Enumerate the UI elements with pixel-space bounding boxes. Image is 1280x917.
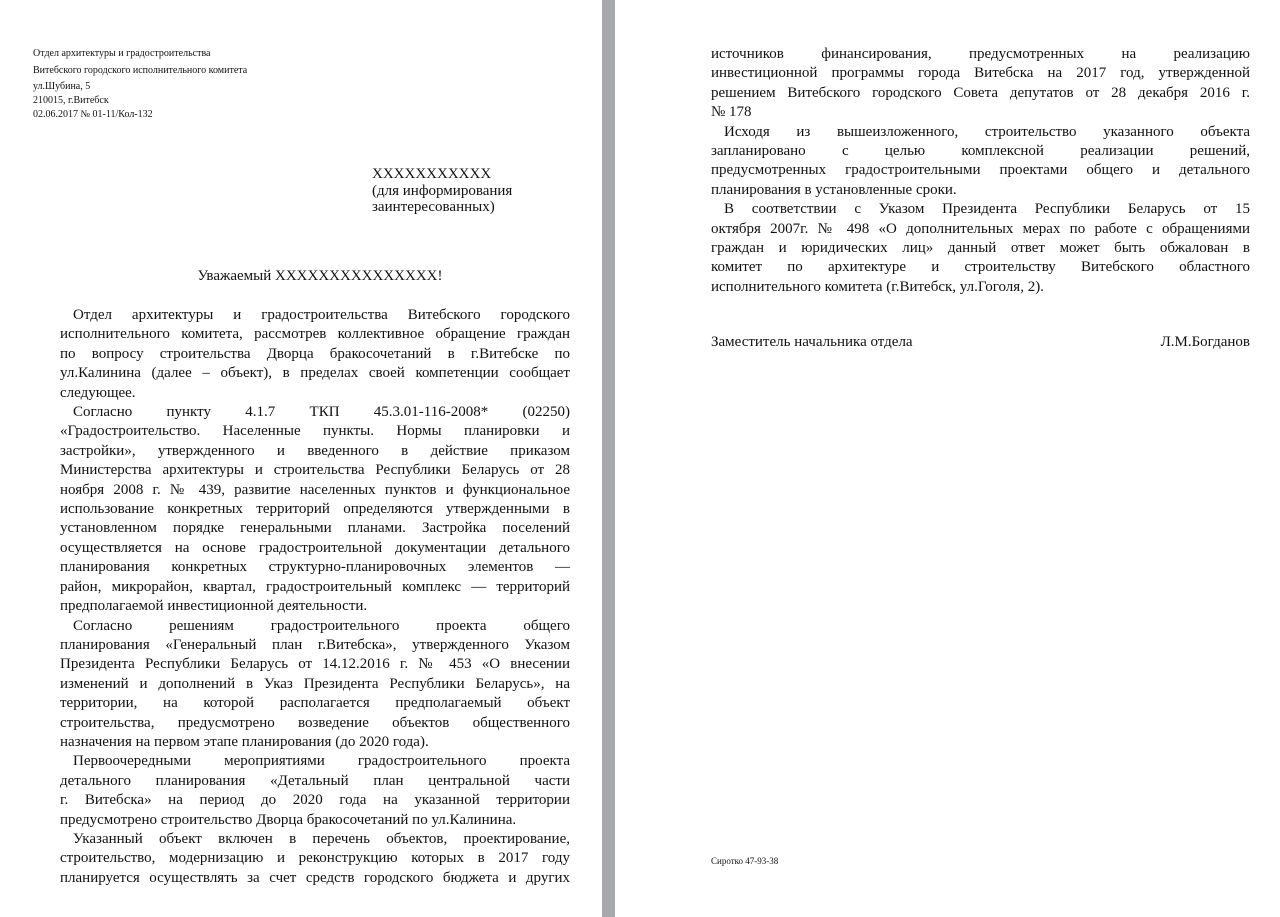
paragraph-line: г. Витебска» на период до 2020 года на указанной территории — [60, 792, 570, 809]
executor-contact: Сиротко 47-93-38 — [711, 856, 779, 866]
addressee-block — [372, 166, 512, 216]
paragraph-line: Указанный объект включен в перечень объектов, проектирование, — [73, 830, 570, 847]
paragraph-line: инвестиционной программы города Витебска на 2017 год, утвержденной — [711, 65, 1250, 82]
addressee-line: заинтересованных) — [372, 199, 495, 215]
paragraph-line: планирования конкретных структурно-планировочных элементов — — [60, 559, 570, 576]
paragraph-line: планируется осуществлять за счет средств городского бюджета и других — [60, 869, 570, 886]
paragraph-line: использование конкретных территорий определяются утвержденными в — [60, 501, 570, 518]
paragraph-line: изменений и дополнений в Указ Президента Республики Беларусь», на — [60, 675, 570, 692]
page-separator — [602, 0, 615, 917]
paragraph-line: застройки», утвержденного и введенного в действие приказом — [60, 442, 570, 459]
paragraph-line: «Градостроительство. Населенные пункты. Нормы планировки и — [60, 423, 570, 440]
paragraph-line: ноября 2008 г. № 439, развитие населенных пунктов и функциональное — [60, 481, 570, 498]
header-line: 02.06.2017 № 01-11/Кол-132 — [33, 109, 153, 120]
paragraph-line: назначения на первом этапе планирования (до 2020 года). — [60, 733, 429, 750]
greeting: Уважаемый XXXXXXXXXXXXXXX! — [197, 268, 443, 284]
paragraph-line: строительство, модернизацию и реконструкцию которых в 2017 году — [60, 850, 570, 867]
paragraph-line: Исходя из вышеизложенного, строительство указанного объекта — [724, 123, 1250, 140]
letter-body-page-2 — [711, 45, 1250, 297]
header-line: Отдел архитектуры и градостроительства — [33, 48, 211, 59]
paragraph-line: исполнительного комитета (г.Витебск, ул.Гоголя, 2). — [711, 278, 1044, 295]
paragraph-line: Первоочередными мероприятиями градостроительного проекта — [73, 753, 570, 770]
paragraph-line: запланировано с целью комплексной реализации решений, — [711, 143, 1250, 160]
paragraph-line: планирования в установленные сроки. — [711, 181, 957, 198]
paragraph-line: территории, на которой располагается предполагаемый объект — [60, 695, 570, 712]
paragraph-line: строительства, предусмотрено возведение объектов общественного — [60, 714, 570, 731]
signature-block — [711, 334, 1250, 351]
paragraph-line: район, микрорайон, квартал, градостроительный комплекс — территорий — [60, 578, 570, 595]
letter-body-page-1 — [60, 306, 570, 888]
addressee-line: (для информирования — [372, 182, 513, 199]
paragraph-line: следующее. — [60, 384, 136, 401]
paragraph-line: Согласно решениям градостроительного проекта общего — [73, 617, 570, 634]
header-line: 210015, г.Витебск — [33, 95, 109, 106]
paragraph-line: предусмотрено строительство Дворца бракосочетаний по ул.Калинина. — [60, 811, 517, 828]
paragraph-line: ул.Калинина (далее – объект), в пределах своей компетенции сообщает — [60, 365, 570, 382]
paragraph-line: № 178 — [711, 104, 752, 121]
paragraph-line: комитет по архитектуре и строительству Витебского областного — [711, 259, 1250, 276]
paragraph-line: установленном порядке генеральными планами. Застройка поселений — [60, 520, 570, 537]
paragraph-line: источников финансирования, предусмотренных на реализацию — [711, 46, 1250, 62]
paragraph-line: предусмотренных градостроительными проектами общего и детального — [711, 162, 1250, 179]
paragraph-line: по вопросу строительства Дворца бракосочетаний в г.Витебске по — [60, 345, 570, 362]
document-page-2 — [615, 0, 1280, 917]
header-line: Витебского городского исполнительного комитета — [33, 64, 248, 76]
sender-header — [33, 46, 247, 122]
addressee-line: XXXXXXXXXXX — [372, 166, 492, 182]
paragraph-line: октября 2007г. № 498 «О дополнительных мерах по работе с обращениями — [711, 220, 1250, 237]
paragraph-line: Министерства архитектуры и строительства Республики Беларусь от 28 — [60, 462, 570, 479]
paragraph-line: детального планирования «Детальный план центральной части — [60, 772, 570, 789]
paragraph-line: осуществляется на основе градостроительной документации детального — [60, 539, 570, 556]
header-line: ул.Шубина, 5 — [33, 81, 91, 92]
paragraph-line: Президента Республики Беларусь от 14.12.2016 г. № 453 «О внесении — [60, 656, 570, 673]
paragraph-line: граждан и юридических лиц» данный ответ может быть обжалован в — [711, 240, 1250, 257]
document-page-1 — [0, 0, 602, 917]
signature-name: Л.М.Богданов — [1160, 334, 1250, 350]
paragraph-line: Отдел архитектуры и градостроительства Витебского городского — [73, 307, 570, 323]
paragraph-line: В соответствии с Указом Президента Республики Беларусь от 15 — [724, 201, 1250, 218]
paragraph-line: исполнительного комитета, рассмотрев коллективное обращение граждан — [60, 326, 570, 343]
paragraph-line: Согласно пункту 4.1.7 ТКП 45.3.01-116-2008* (02250) — [73, 404, 570, 421]
paragraph-line: планирования «Генеральный план г.Витебска», утвержденного Указом — [60, 636, 570, 653]
signature-position: Заместитель начальника отдела — [711, 334, 913, 350]
paragraph-line: решением Витебского городского Совета депутатов от 28 декабря 2016 г. — [711, 84, 1250, 101]
paragraph-line: предполагаемой инвестиционной деятельности. — [60, 598, 368, 615]
